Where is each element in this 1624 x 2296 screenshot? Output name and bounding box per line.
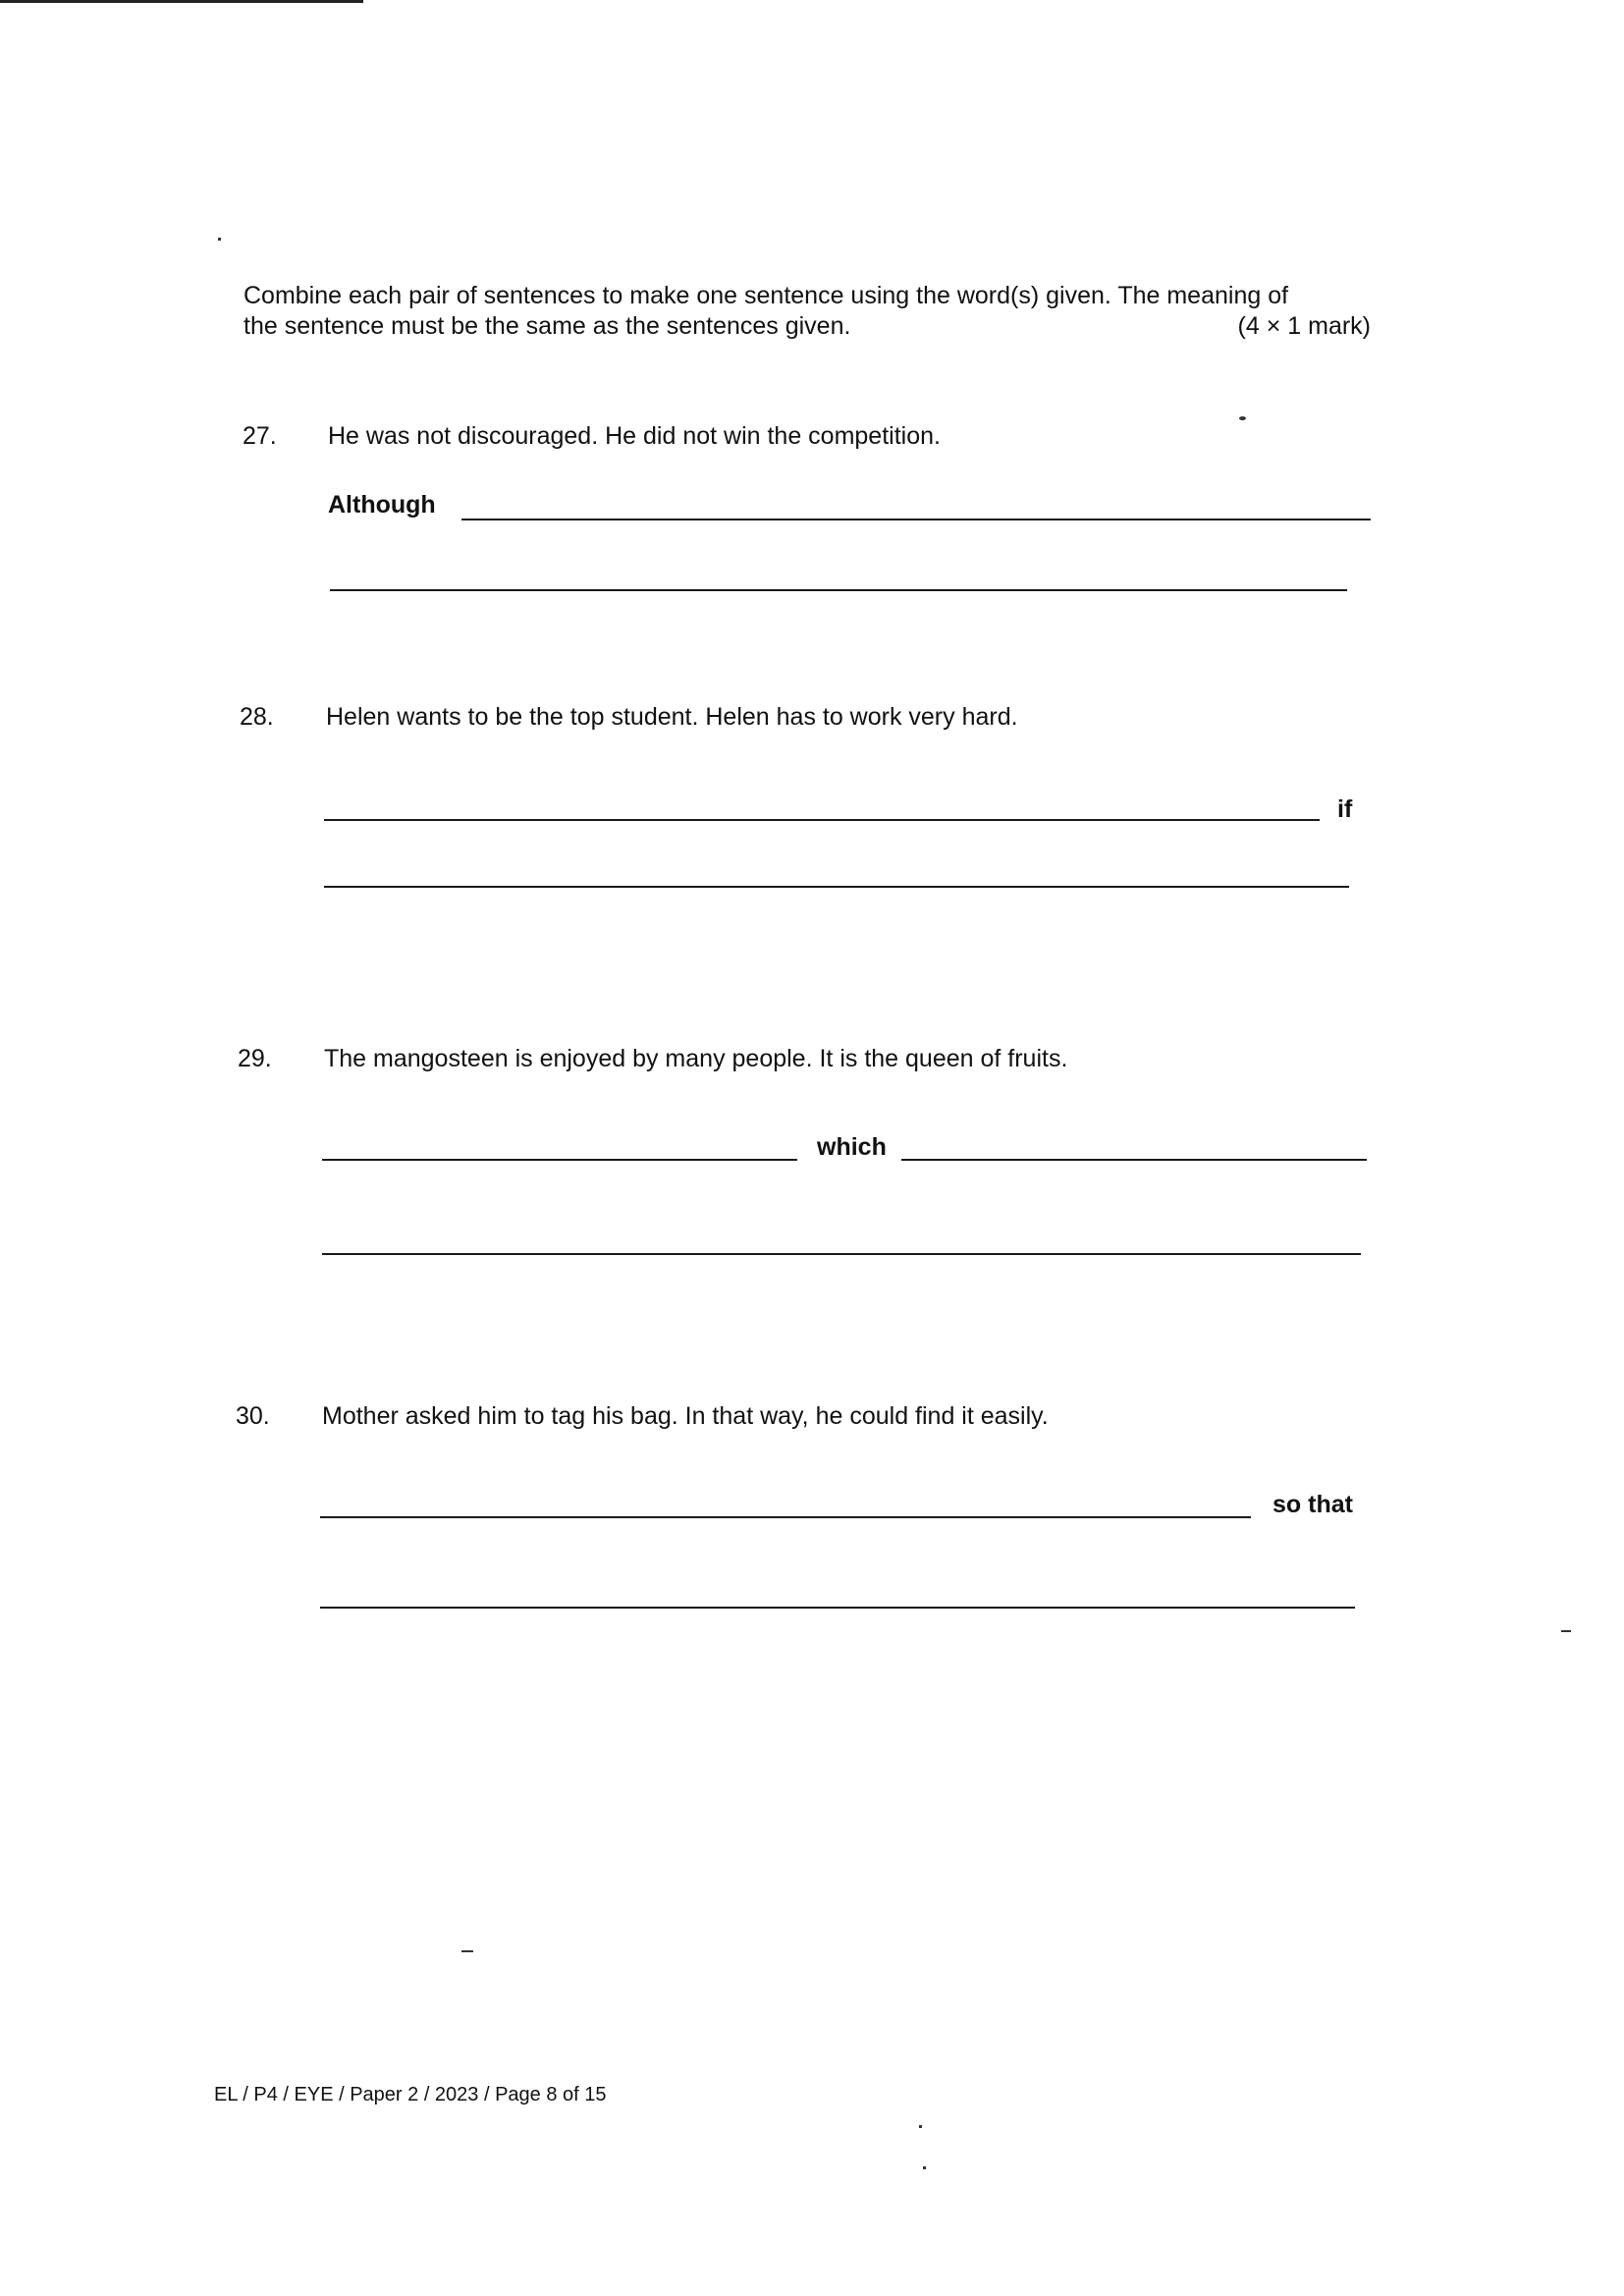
question-28-answer-line-1[interactable] bbox=[324, 819, 1320, 821]
question-27-text: He was not discouraged. He did not win the competition. bbox=[328, 422, 941, 450]
question-27-answer-line-1[interactable] bbox=[461, 519, 1371, 520]
question-29-connector: which bbox=[817, 1133, 887, 1161]
question-29-number: 29. bbox=[238, 1045, 272, 1072]
scan-speck bbox=[218, 238, 221, 241]
scan-speck bbox=[1239, 416, 1246, 420]
scan-speck bbox=[461, 1950, 473, 1952]
question-27-connector: Although bbox=[328, 491, 436, 519]
question-30-number: 30. bbox=[236, 1402, 270, 1430]
question-27-answer-line-2[interactable] bbox=[330, 589, 1347, 591]
question-28-connector: if bbox=[1337, 795, 1353, 823]
scan-speck bbox=[919, 2125, 922, 2128]
question-30-text: Mother asked him to tag his bag. In that way, he could find it easily. bbox=[322, 1402, 1049, 1430]
question-27-number: 27. bbox=[243, 422, 277, 450]
instructions bbox=[244, 281, 1371, 342]
question-28-text: Helen wants to be the top student. Helen has to work very hard. bbox=[326, 703, 1018, 731]
marks-allocation: (4 × 1 mark) bbox=[1237, 312, 1371, 340]
question-28-number: 28. bbox=[240, 703, 274, 731]
question-29-answer-line-1a[interactable] bbox=[322, 1159, 797, 1161]
question-28-answer-line-2[interactable] bbox=[324, 886, 1349, 888]
question-29-text: The mangosteen is enjoyed by many people. It is the queen of fruits. bbox=[324, 1045, 1068, 1072]
scan-speck bbox=[1561, 1630, 1571, 1632]
question-30-answer-line-1[interactable] bbox=[320, 1516, 1251, 1518]
scan-speck bbox=[923, 2166, 926, 2169]
question-29-answer-line-2[interactable] bbox=[322, 1253, 1361, 1255]
question-30-answer-line-2[interactable] bbox=[320, 1607, 1355, 1609]
top-rule bbox=[0, 0, 363, 3]
instructions-line-2-text: the sentence must be the same as the sentences given. bbox=[244, 312, 851, 340]
instructions-line-2 bbox=[244, 311, 1371, 342]
question-30-connector: so that bbox=[1272, 1491, 1353, 1518]
question-29-answer-line-1b[interactable] bbox=[901, 1159, 1367, 1161]
instructions-line-1: Combine each pair of sentences to make one sentence using the word(s) given. The meaning of bbox=[244, 282, 1289, 309]
page-footer: EL / P4 / EYE / Paper 2 / 2023 / Page 8 of 15 bbox=[214, 2084, 607, 2105]
